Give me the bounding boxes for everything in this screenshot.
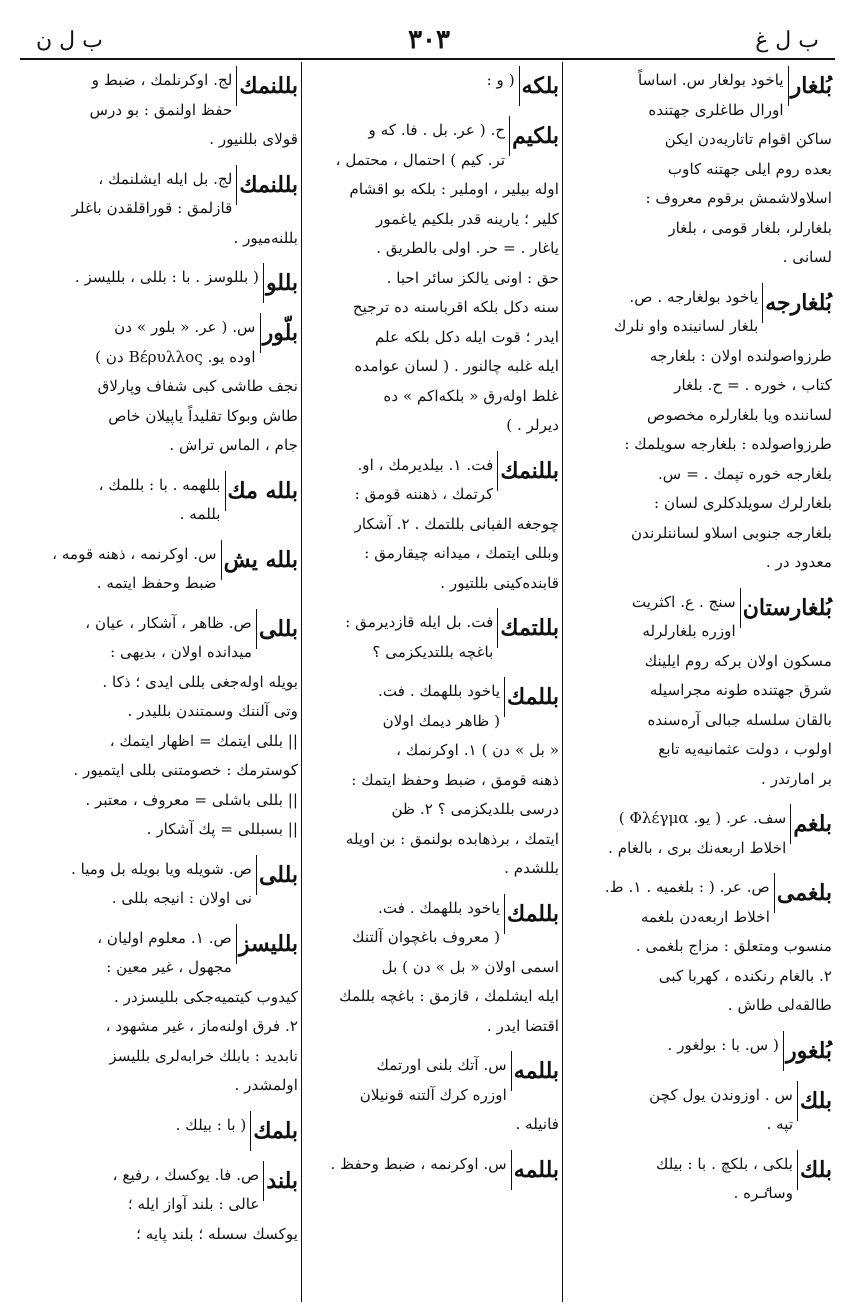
- entry-definition-line: بلغارجه خوره تپمك . = س.: [657, 464, 832, 483]
- entry-definition-line: طالقه‌لی طاش .: [727, 996, 832, 1014]
- entry-definition-line: بلغارجه جنوبی اسلاو لساننلرندن: [631, 523, 832, 542]
- entry-definition-line: سنج . ع. اکثریت: [631, 592, 736, 611]
- entry-headword: بللی: [256, 855, 298, 895]
- entry-definition-line: مجهول ، غیر معین :: [106, 958, 232, 976]
- dictionary-entry: [24, 1111, 298, 1151]
- entry-definition-line: وتی آلننك وسمتندن بللیدر .: [127, 702, 298, 720]
- entry-definition-line: باغچه بللتدیکزمی ؟: [372, 642, 494, 661]
- entry-definition-line: بعده روم ایلی جهتنه کاوب: [667, 159, 832, 178]
- entry-definition-line: وساٸره .: [733, 1184, 794, 1202]
- entry-definition-line: س . اوزوندن یول کچن: [649, 1085, 794, 1104]
- entry-definition-line: یاخود بولغار س. اساساً: [638, 71, 784, 89]
- entry-definition-line: قازلمق : قوراقلقدن باغلر: [71, 199, 233, 217]
- entry-definition-line: طاش وبوکا تقلیداً یاپیلان خاص: [108, 406, 298, 425]
- entry-headword: بُلغارجه: [762, 283, 832, 323]
- dictionary-entry: [566, 283, 832, 578]
- entry-definition-line: جام ، الماس تراش .: [169, 436, 298, 454]
- entry-definition-line: قابنده‌کینی بللتیور .: [440, 573, 559, 592]
- dictionary-entry: [566, 873, 832, 1021]
- entry-definition-line: ساکن اقوام تاتاریه‌دن ایکن: [664, 130, 832, 148]
- entry-headword: بلّور: [260, 313, 298, 353]
- column-right: [566, 66, 832, 1219]
- entry-definition-line: فت. بل ایله قازدیرمق :: [345, 613, 494, 631]
- entry-definition-line: تپه .: [766, 1115, 794, 1133]
- entry-definition-line: اولوب ، دولت عثمانیه‌یه تابع: [658, 740, 832, 758]
- dictionary-entry: [566, 1150, 832, 1209]
- entry-headword: بلله یش: [221, 540, 298, 580]
- entry-headword: بلغم: [790, 804, 832, 844]
- entry-definition-line: یاخود بولغارجه . ص.: [629, 287, 759, 306]
- entry-definition-line: ص. عر. ( : بلغمیه . ۱. ط.: [604, 878, 770, 896]
- entry-definition-line: وبللی ایتمك ، میدانه چیقارمق :: [364, 544, 559, 562]
- dictionary-entry: [24, 540, 298, 599]
- column-left: [24, 66, 298, 1259]
- entry-definition-line: ایله غلبه چالنور . ( لسان عوامده: [354, 357, 559, 375]
- entry-headword: بللمه: [511, 1150, 559, 1190]
- dictionary-entry: [305, 1150, 559, 1190]
- entry-definition-line: سف. عر. ( یو. Φλέγμα ): [618, 809, 787, 827]
- entry-headword: بُلغارستان: [740, 588, 832, 628]
- entry-definition-line: مسکون اولان برکه روم ایلینك: [644, 651, 832, 670]
- entry-headword: بللی: [256, 609, 298, 649]
- entry-definition-line: اوزره بلغارلرله: [642, 622, 736, 640]
- entry-definition-line: بلغارلرك سویلدکلری لسان :: [654, 494, 832, 512]
- entry-headword: بللنمك: [236, 165, 298, 205]
- entry-definition-line: یوکسك سسله ؛ بلند پایه ؛: [136, 1224, 298, 1243]
- entry-definition-line: بللهمه . با : بللمك ،: [98, 475, 221, 494]
- entry-definition-line: منسوب ومتعلق : مزاج بلغمی .: [635, 937, 832, 955]
- entry-headword: بُلغور: [783, 1031, 832, 1071]
- column-divider-left: [301, 62, 302, 1302]
- entry-definition-line: بر امارتدر .: [761, 769, 832, 788]
- dictionary-entry: [24, 855, 298, 914]
- entry-definition-line: ضبط وحفظ ایتمه .: [96, 574, 217, 592]
- dictionary-entry: [305, 451, 559, 599]
- entry-definition-line: ص. ۱. معلوم اولیان ،: [97, 928, 232, 947]
- dictionary-entry: [24, 1161, 298, 1250]
- dictionary-entry: [305, 677, 559, 884]
- entry-definition-line: ایتمك ، برذهابده بولنمق : بن اویله: [345, 829, 559, 848]
- dictionary-entry: [24, 165, 298, 254]
- entry-definition-line: ذهنه قومق ، ضبط وحفظ ایتمك :: [351, 770, 559, 789]
- dictionary-entry: [24, 924, 298, 1101]
- dictionary-entry: [566, 804, 832, 863]
- entry-definition-line: اخلاط اربعه‌نك بری ، بالغام .: [608, 838, 787, 857]
- entry-definition-line: اسمی اولان « بل » دن ) بل: [381, 957, 559, 976]
- page-number: ۳۰۳: [408, 25, 450, 55]
- entry-definition-line: نجف طاشی کبی شفاف وپارلاق: [97, 377, 298, 395]
- entry-definition-line: س. آتك بلنی اورتمك: [376, 1056, 507, 1074]
- entry-definition-line: غلط اوله‌رق « بلکه‌اکم » ده: [383, 386, 559, 405]
- entry-definition-line: ح. ( عر. بل . فا. که و: [368, 121, 506, 139]
- dictionary-entry: [566, 66, 832, 273]
- entry-definition-line: نابدید : بابلك خرابه‌لری بللیسز: [109, 1046, 298, 1065]
- entry-definition-line: فت. ۱. بیلدیرمك ، او.: [357, 455, 494, 474]
- entry-definition-line: کرتمك ، ذهننه قومق :: [354, 485, 494, 503]
- entry-definition-line: لج. اوکرنلمك ، ضبط و: [91, 71, 233, 89]
- entry-definition-line: معدود در .: [765, 553, 832, 571]
- entry-definition-line: || بللی باشلی = معروف ، معتبر .: [85, 790, 298, 809]
- entry-definition-line: عالی : بلند آواز ایله ؛: [127, 1195, 260, 1213]
- entry-definition-line: حفظ اولنمق : بو درس: [89, 100, 233, 119]
- entry-headword: بُلغار: [788, 66, 832, 106]
- entry-definition-line: اقتضا ایدر .: [486, 1016, 559, 1035]
- entry-definition-line: || بسبللی = پك آشکار .: [146, 820, 298, 838]
- entry-definition-line: ( و :: [486, 71, 515, 89]
- entry-definition-line: فانیله .: [515, 1115, 559, 1133]
- entry-headword: بللیسز: [236, 924, 298, 964]
- entry-definition-line: قولای بللنیور .: [209, 130, 298, 148]
- entry-definition-line: ( ظاهر دیمك اولان: [382, 711, 501, 730]
- column-middle: [305, 66, 559, 1200]
- entry-definition-line: ایدر ؛ قوت ایله دکل بلکه علم: [374, 327, 559, 346]
- entry-definition-line: طرزواصولده : بلغارجه سویلمك :: [624, 435, 832, 453]
- dictionary-entry: [305, 894, 559, 1042]
- dictionary-entry: [566, 588, 832, 795]
- entry-definition-line: اورال طاغلری جهتنده: [648, 100, 784, 119]
- entry-headword: بللو: [263, 263, 298, 303]
- header-left-letters: ب ل ن: [36, 27, 103, 53]
- entry-definition-line: اخلاط اربعه‌دن بلغمه: [640, 907, 770, 926]
- dictionary-entry: [24, 471, 298, 530]
- entry-definition-line: اسلاولاشمش برقوم معروف :: [645, 189, 832, 207]
- entry-definition-line: کتاب ، خوره . = ح. بلغار: [674, 376, 832, 394]
- entry-definition-line: سنه دکل بلکه اقرباسنه ده ترجیح: [352, 298, 559, 316]
- entry-definition-line: کیدوب کیتمیه‌جکی بللیسزدر .: [114, 987, 298, 1006]
- entry-definition-line: اوده یو. Βέρυλλος دن ): [95, 347, 256, 366]
- entry-headword: بلك: [797, 1150, 832, 1190]
- entry-definition-line: کلیر ؛ یارینه قدر بلکیم یاغمور: [376, 209, 559, 228]
- entry-definition-line: ( معروف باغچوان آلتنك: [352, 928, 501, 946]
- entry-definition-line: ص. شویله ویا بویله بل ومیا .: [70, 859, 252, 878]
- entry-definition-line: بللشدم .: [504, 859, 559, 877]
- page-header: [20, 22, 835, 60]
- entry-definition-line: ( بللوسز . با : بللی ، بللیسز .: [74, 268, 259, 286]
- entry-definition-line: تر. کیم ) احتمال ، محتمل ،: [335, 150, 506, 169]
- entry-definition-line: بالقان سلسله جبالی آره‌سنده: [647, 710, 832, 729]
- entry-headword: بللمك: [504, 677, 559, 717]
- entry-definition-line: س. اوکرنمه ، ضبط وحفظ .: [330, 1154, 507, 1173]
- entry-definition-line: چوجغه الفبانی بللتمك . ۲. آشکار: [354, 514, 559, 533]
- dictionary-entry: [305, 66, 559, 106]
- entry-definition-line: بویله اوله‌جغی بللی ایدی ؛ ذکا .: [102, 672, 298, 691]
- entry-definition-line: یاخود بللهمك . فت.: [378, 898, 501, 917]
- dictionary-entry: [24, 313, 298, 461]
- entry-definition-line: ۲. فرق اولنه‌ماز ، غیر مشهود ،: [105, 1017, 298, 1035]
- dictionary-entry: [305, 608, 559, 667]
- dictionary-entry: [305, 1051, 559, 1140]
- entry-definition-line: شرق جهتنده طونه مجراسیله: [649, 681, 832, 699]
- entry-definition-line: ایله ایشلمك ، قازمق : باغچه بللمك: [339, 987, 559, 1005]
- entry-definition-line: ( س. با : بولغور .: [667, 1035, 779, 1054]
- entry-headword: بلك: [797, 1081, 832, 1121]
- entry-headword: بلند: [263, 1161, 298, 1201]
- entry-definition-line: لساننده ویا بلغارلره مخصوص: [646, 405, 832, 424]
- entry-definition-line: س. اوکرنمه ، ذهنه قومه ،: [52, 544, 217, 563]
- entry-definition-line: ص. فا. یوکسك ، رفیع ،: [112, 1165, 260, 1184]
- dictionary-entry: [24, 66, 298, 155]
- entry-definition-line: طرزواصولنده اولان : بلغارجه: [649, 346, 832, 365]
- entry-definition-line: دیرلر . ): [506, 416, 559, 434]
- entry-definition-line: درسی بللدیکزمی ؟ ۲. ظن: [391, 800, 559, 818]
- dictionary-entry: [24, 263, 298, 303]
- column-divider-right: [562, 62, 563, 1302]
- entry-headword: بللمك: [504, 894, 559, 934]
- entry-headword: بلکیم: [509, 116, 559, 156]
- entry-headword: بلغمی: [774, 873, 832, 913]
- entry-definition-line: لسانی .: [782, 248, 832, 266]
- entry-definition-line: بللمه .: [179, 505, 221, 523]
- entry-headword: بللتمك: [497, 608, 559, 648]
- dictionary-entry: [24, 609, 298, 845]
- entry-headword: بللنمك: [236, 66, 298, 106]
- entry-definition-line: لج. بل ایله ایشلنمك ،: [98, 169, 233, 188]
- entry-definition-line: || بللی ایتمك = اظهار ایتمك ،: [109, 731, 298, 750]
- entry-headword: بللنمك: [497, 451, 559, 491]
- entry-headword: بلله مك: [225, 471, 298, 511]
- entry-definition-line: ص. ظاهر ، آشکار ، عیان ،: [85, 613, 252, 632]
- entry-definition-line: میدانده اولان ، بدیهی :: [110, 643, 252, 661]
- dictionary-entry: [305, 116, 559, 441]
- dictionary-entry: [566, 1081, 832, 1140]
- entry-headword: بلمك: [250, 1111, 298, 1151]
- entry-definition-line: نی اولان : انیجه بللی .: [111, 889, 252, 907]
- entry-definition-line: بلغارلر، بلغار قومی ، بلغار: [668, 218, 832, 237]
- entry-definition-line: یاغار . = حر. اولی بالطریق .: [376, 239, 559, 257]
- entry-definition-line: حق : اونی یالکز سائر احبا .: [386, 268, 559, 287]
- entry-definition-line: س. ( عر. « بلور » دن: [114, 318, 256, 336]
- entry-definition-line: بلکی ، بلکچ . با : بیلك: [655, 1154, 794, 1173]
- entry-definition-line: ۲. بالغام رنکنده ، کهربا کبی: [658, 966, 832, 985]
- entry-definition-line: بللنه‌میور .: [233, 228, 298, 247]
- entry-definition-line: ( با : بیلك .: [175, 1115, 247, 1134]
- entry-definition-line: کوسترمك : خصومتنی بللی ایتمیور .: [73, 761, 298, 779]
- entry-definition-line: بلغار لسانینده واو نلرك: [614, 317, 759, 335]
- header-right-letters: ب ل غ: [755, 27, 819, 53]
- entry-headword: بللمه: [511, 1051, 559, 1091]
- entry-headword: بلکه: [519, 66, 559, 106]
- entry-definition-line: اوزره کرك آلتنه قونیلان: [359, 1085, 507, 1104]
- entry-definition-line: « بل » دن ) ۱. اوکرنمك ،: [396, 741, 559, 759]
- entry-definition-line: اولمشدر .: [234, 1076, 298, 1094]
- dictionary-entry: [566, 1031, 832, 1071]
- entry-definition-line: یاخود بللهمك . فت.: [378, 682, 501, 700]
- entry-definition-line: اوله بیلیر ، اوملیر : بلکه بو اقشام: [349, 180, 559, 198]
